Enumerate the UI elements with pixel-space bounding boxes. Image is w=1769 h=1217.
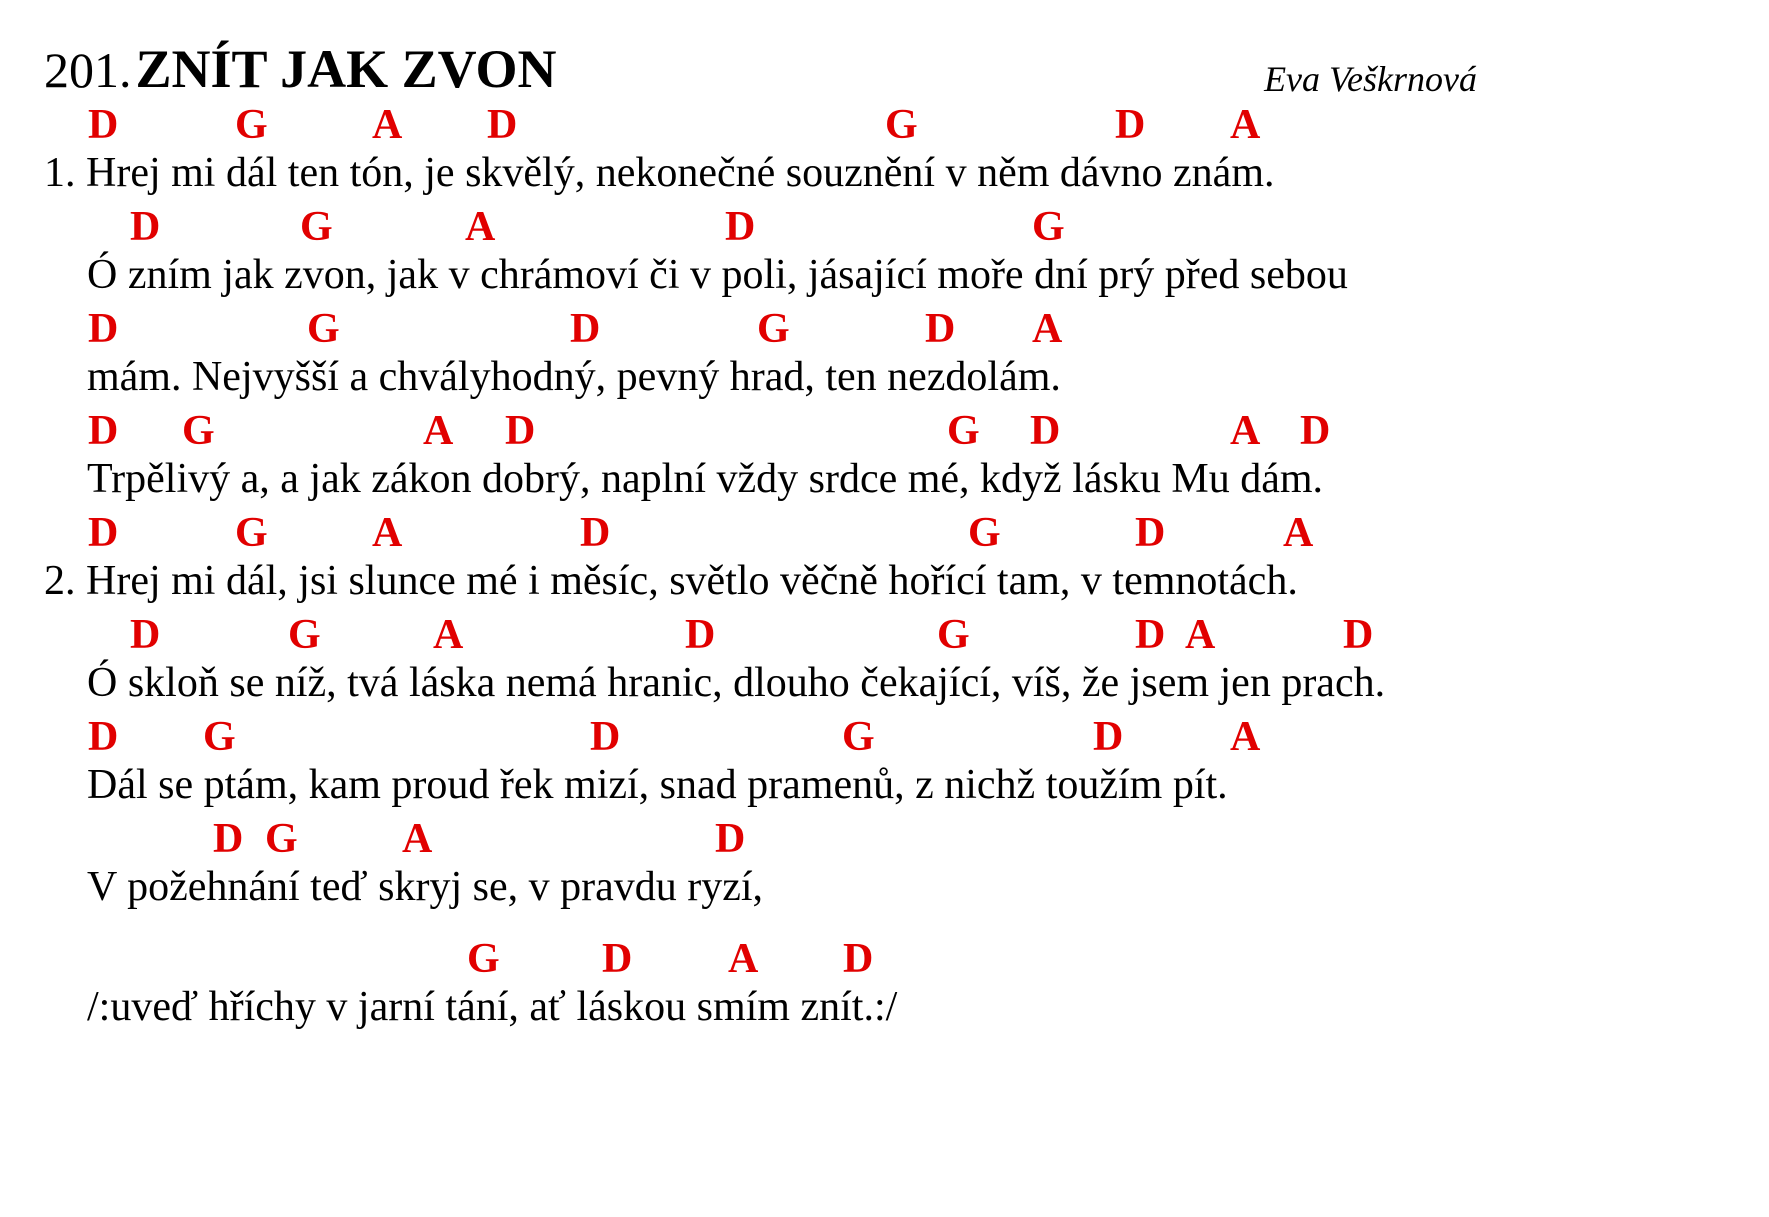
chord-G: G bbox=[182, 408, 215, 454]
chord-G: G bbox=[842, 714, 875, 760]
chord-G: G bbox=[1032, 204, 1065, 250]
chord-G: G bbox=[937, 612, 970, 658]
chord-A: A bbox=[1032, 306, 1063, 352]
lyric-line: Dál se ptám, kam proud řek mizí, snad pramenů, z nichž toužím pít. bbox=[87, 762, 1228, 808]
chord-G: G bbox=[467, 936, 500, 982]
chord-D: D bbox=[1300, 408, 1331, 454]
chord-A: A bbox=[423, 408, 454, 454]
chord-D: D bbox=[88, 408, 119, 454]
chord-D: D bbox=[88, 714, 119, 760]
chord-D: D bbox=[843, 936, 874, 982]
chord-D: D bbox=[130, 612, 161, 658]
chord-D: D bbox=[685, 612, 716, 658]
chord-D: D bbox=[1115, 102, 1146, 148]
chord-D: D bbox=[602, 936, 633, 982]
chord-G: G bbox=[307, 306, 340, 352]
chord-G: G bbox=[203, 714, 236, 760]
chord-A: A bbox=[1185, 612, 1216, 658]
chord-D: D bbox=[590, 714, 621, 760]
song-title: ZNÍT JAK ZVON bbox=[135, 39, 557, 99]
lyric-line: Ó zním jak zvon, jak v chrámoví či v poli, jásající moře dní prý před sebou bbox=[87, 252, 1348, 298]
chord-D: D bbox=[505, 408, 536, 454]
chord-A: A bbox=[402, 816, 433, 862]
chord-A: A bbox=[433, 612, 464, 658]
chord-D: D bbox=[88, 510, 119, 556]
song-number: 201. bbox=[44, 42, 132, 98]
lyric-line: Ó skloň se níž, tvá láska nemá hranic, dlouho čekající, víš, že jsem jen prach. bbox=[87, 660, 1386, 706]
song-header bbox=[44, 38, 557, 100]
chord-D: D bbox=[1135, 510, 1166, 556]
chord-D: D bbox=[925, 306, 956, 352]
chord-A: A bbox=[728, 936, 759, 982]
chord-A: A bbox=[465, 204, 496, 250]
lyric-line: Trpělivý a, a jak zákon dobrý, naplní vždy srdce mé, když lásku Mu dám. bbox=[87, 456, 1324, 502]
chord-D: D bbox=[130, 204, 161, 250]
lyric-line: 1. Hrej mi dál ten tón, je skvělý, nekonečné souznění v něm dávno znám. bbox=[44, 150, 1275, 196]
chord-A: A bbox=[1230, 102, 1261, 148]
chord-A: A bbox=[372, 510, 403, 556]
lyric-line: V požehnání teď skryj se, v pravdu ryzí, bbox=[87, 864, 764, 910]
chord-D: D bbox=[213, 816, 244, 862]
chord-G: G bbox=[235, 102, 268, 148]
chord-G: G bbox=[235, 510, 268, 556]
chord-G: G bbox=[885, 102, 918, 148]
chord-D: D bbox=[1135, 612, 1166, 658]
chord-D: D bbox=[1343, 612, 1374, 658]
chord-A: A bbox=[372, 102, 403, 148]
chord-G: G bbox=[947, 408, 980, 454]
lyric-line: mám. Nejvyšší a chvályhodný, pevný hrad, ten nezdolám. bbox=[87, 354, 1061, 400]
chord-G: G bbox=[968, 510, 1001, 556]
chord-A: A bbox=[1283, 510, 1314, 556]
lyric-line: 2. Hrej mi dál, jsi slunce mé i měsíc, světlo věčně hořící tam, v temnotách. bbox=[44, 558, 1298, 604]
chord-D: D bbox=[715, 816, 746, 862]
chord-D: D bbox=[725, 204, 756, 250]
chord-D: D bbox=[580, 510, 611, 556]
chord-G: G bbox=[757, 306, 790, 352]
chord-A: A bbox=[1230, 714, 1261, 760]
chord-D: D bbox=[1030, 408, 1061, 454]
chord-D: D bbox=[88, 306, 119, 352]
chord-A: A bbox=[1230, 408, 1261, 454]
chord-D: D bbox=[487, 102, 518, 148]
chord-D: D bbox=[88, 102, 119, 148]
chord-G: G bbox=[300, 204, 333, 250]
chord-D: D bbox=[1093, 714, 1124, 760]
chord-D: D bbox=[570, 306, 601, 352]
song-author: Eva Veškrnová bbox=[1264, 59, 1477, 99]
chord-G: G bbox=[288, 612, 321, 658]
lyric-line: /:uveď hříchy v jarní tání, ať láskou smím znít.:/ bbox=[87, 984, 898, 1030]
chord-G: G bbox=[265, 816, 298, 862]
